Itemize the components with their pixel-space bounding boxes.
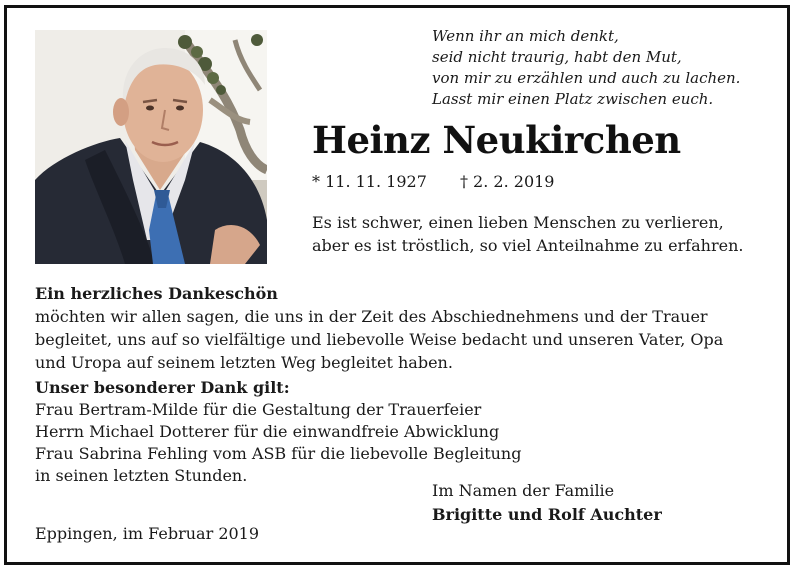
poem bbox=[432, 26, 740, 110]
thanks-heading: Ein herzliches Dankeschön bbox=[35, 284, 278, 303]
special-thanks-line: Frau Sabrina Fehling vom ASB für die liebevolle Begleitung bbox=[35, 444, 522, 463]
deceased-name: Heinz Neukirchen bbox=[312, 118, 681, 162]
poem-line: Lasst mir einen Platz zwischen euch. bbox=[432, 90, 714, 108]
special-thanks-line: Herrn Michael Dotterer für die einwandfreie Abwicklung bbox=[35, 422, 500, 441]
poem-line: seid nicht traurig, habt den Mut, bbox=[432, 48, 682, 66]
family-signature bbox=[432, 479, 662, 527]
life-dates bbox=[312, 172, 582, 191]
thanks-section bbox=[35, 282, 723, 374]
special-thanks-line: Frau Bertram-Milde für die Gestaltung der Trauerfeier bbox=[35, 400, 482, 419]
family-intro: Im Namen der Familie bbox=[432, 481, 615, 500]
portrait-image bbox=[35, 30, 267, 264]
thanks-line: begleitet, uns auf so vielfältige und liebevolle Weise bedacht und unseren Vater, Opa bbox=[35, 330, 724, 349]
special-thanks-line: in seinen letzten Stunden. bbox=[35, 466, 248, 485]
family-names: Brigitte und Rolf Auchter bbox=[432, 505, 662, 524]
thanks-line: möchten wir allen sagen, die uns in der Zeit des Abschiednehmens und der Trauer bbox=[35, 307, 708, 326]
quote-line: aber es ist tröstlich, so viel Anteilnahme zu erfahren. bbox=[312, 236, 744, 255]
poem-line: Wenn ihr an mich denkt, bbox=[432, 27, 619, 45]
birth-date: * 11. 11. 1927 bbox=[312, 172, 427, 191]
quote-line: Es ist schwer, einen lieben Menschen zu verlieren, bbox=[312, 213, 724, 232]
special-thanks-heading: Unser besonderer Dank gilt: bbox=[35, 378, 290, 397]
consolation-quote bbox=[312, 211, 743, 257]
death-date: † 2. 2. 2019 bbox=[459, 172, 555, 191]
portrait-photo bbox=[35, 30, 267, 264]
place-date: Eppingen, im Februar 2019 bbox=[35, 524, 260, 543]
special-thanks-section bbox=[35, 377, 521, 487]
thanks-line: und Uropa auf seinem letzten Weg begleitet haben. bbox=[35, 353, 453, 372]
poem-line: von mir zu erzählen und auch zu lachen. bbox=[432, 69, 741, 87]
